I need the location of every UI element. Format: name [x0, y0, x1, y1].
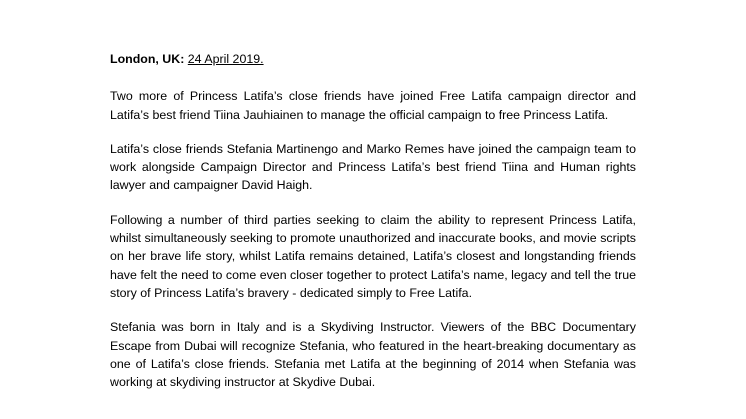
paragraph-3: Following a number of third parties seeking to claim the ability to represent Princess Latifa, whilst simultaneously seeking to promote unauthorized and inaccurate books, and movie scripts on her brave life story, whilst Latifa remains detained, Latifa’s closest and longstanding friends have felt the need to come even closer together to protect Latifa’s name, legacy and tell the true story of Princess Latifa’s bravery - dedicated simply to Free Latifa.: [110, 212, 636, 300]
paragraph-4: Stefania was born in Italy and is a Skydiving Instructor. Viewers of the BBC Documentary Escape from Dubai will recognize Stefania, who featured in the heart-breaking documentary as one of Latifa’s close friends. Stefania met Latifa at the beginning of 2014 when Stefania was working at skydiving instructor at Skydive Dubai.: [110, 320, 636, 390]
paragraph-1: Two more of Princess Latifa’s close friends have joined Free Latifa campaign director and Latifa’s best friend Tiina Jauhiainen to manage the official campaign to free Princess Latifa.: [110, 89, 636, 122]
dateline: [110, 50, 636, 68]
dateline-date: 24 April 2019.: [187, 52, 264, 66]
paragraph-2: Latifa’s close friends Stefania Martinengo and Marko Remes have joined the campaign team to work alongside Campaign Director and Princess Latifa’s best friend Tiina and Human rights lawyer and campaigner David Haigh.: [110, 141, 636, 193]
dateline-place: London, UK:: [110, 52, 185, 66]
press-release-body: [110, 50, 636, 407]
